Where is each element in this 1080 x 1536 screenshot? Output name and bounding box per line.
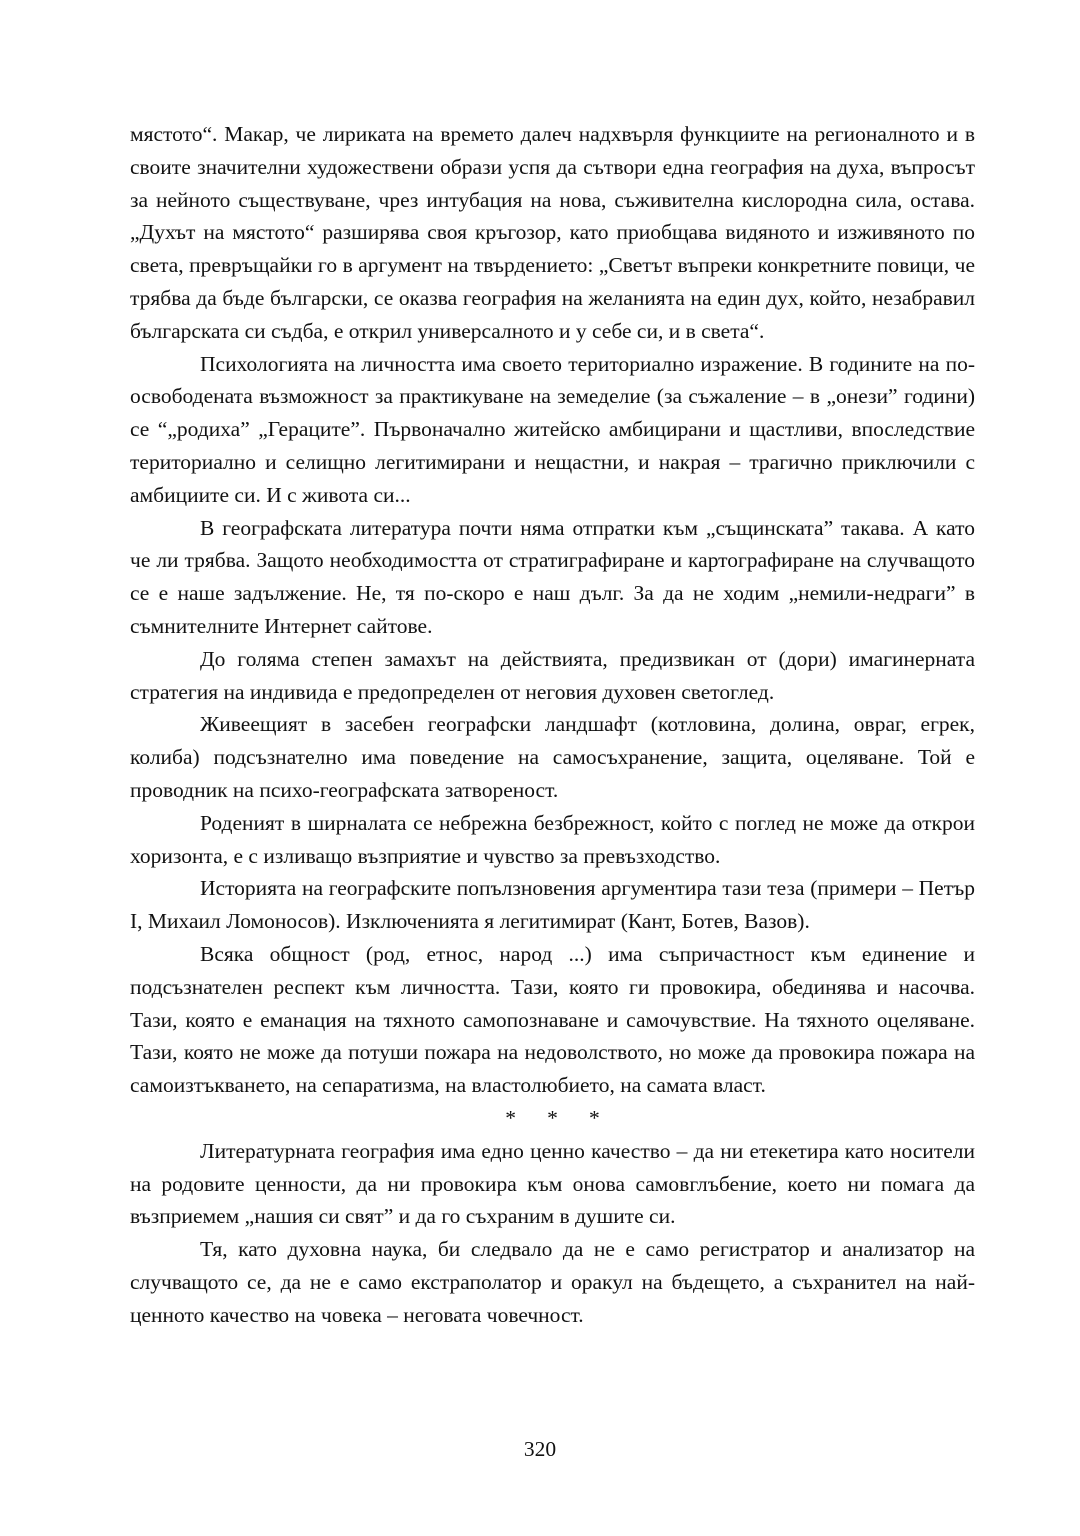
paragraph: Всяка общност (род, етнос, народ ...) има съпричастност към единение и подсъзнателен респект към личността. Тази, която ги провокира, обединява и насочва. Тази, която е еманация на тяхното самопознаване и самочувствие. На тяхното оцеляване. Тази, която не може да потуши пожара на недоволството, но може да провокира пожара на самоизтъкването, на сепаратизма, на властолюбието, на самата власт. bbox=[130, 941, 975, 1098]
paragraph: Психологията на личността има своето териториално изражение. В годините на по-освободената възможност за практикуване на земеделие (за съжаление – в „онези” години) се “„родиха” „Гераците”. Първоначално житейско амбицирани и щастливи, впоследствие териториално и селищно легитимирани и нещастни, и накрая – трагично приключили с амбициите си. И с живота си... bbox=[130, 351, 975, 507]
page-number: 320 bbox=[523, 1437, 557, 1461]
document-page bbox=[130, 118, 975, 1331]
paragraph: Тя, като духовна наука, би следвало да не е само регистратор и анализатор на случващото се, да не е само екстраполатор и оракул на бъдещето, а съхранител на най-ценното качество на човека – неговата човечност. bbox=[130, 1237, 975, 1327]
paragraph: Литературната география има едно ценно качество – да ни етекетира като носители на родовите ценности, да ни провокира към онова самовглъбение, което ни помага да възприемем „нашия си свят” и да го съхраним в душите си. bbox=[130, 1138, 975, 1229]
paragraph: Роденият в ширналата се небрежна безбрежност, който с поглед не може да открои хоризонта, е с изливащо възприятие и чувство за превъзходство. bbox=[130, 810, 975, 868]
paragraph: Живеещият в засебен географски ландшафт (котловина, долина, овраг, егрек, колиба) подсъзнателно има поведение на самосъхранение, защита, оцеляване. Той е проводник на психо-географската затвореност. bbox=[130, 712, 975, 802]
section-separator: * * * bbox=[505, 1105, 613, 1130]
paragraph: мястото“. Макар, че лириката на времето далеч надхвърля функциите на регионалното и в своите значителни художествени образи успя да сътвори една география на духа, въпросът за нейното съществуване, чрез интубация на нова, съживителна кислородна сила, остава. „Духът на мястото“ разширява своя кръгозор, като приобщава видяното и изживяното по света, превръщайки го в аргумент на твърдението: „Светът въпреки конкретните повици, че трябва да бъде български, се оказва география на желанията на един дух, който, незабравил българската си съдба, е открил универсалното и у себе си, и в света“. bbox=[130, 122, 975, 343]
paragraph: Историята на географските попълзновения аргументира тази теза (примери – Петър I, Михаил Ломоносов). Изключенията я легитимират (Кант, Ботев, Вазов). bbox=[130, 876, 975, 934]
paragraph: В географската литература почти няма отпратки към „същинската” такава. А като че ли трябва. Защото необходимостта от стратиграфиране и картографиране на случващото се е наше задължение. Не, тя по-скоро е наш дълг. За да не ходим „немили-недраги” в съмнителните Интернет сайтове. bbox=[130, 515, 975, 638]
paragraph: До голяма степен замахът на действията, предизвикан от (дори) имагинерната стратегия на индивида е предопределен от неговия духовен светоглед. bbox=[130, 646, 975, 704]
